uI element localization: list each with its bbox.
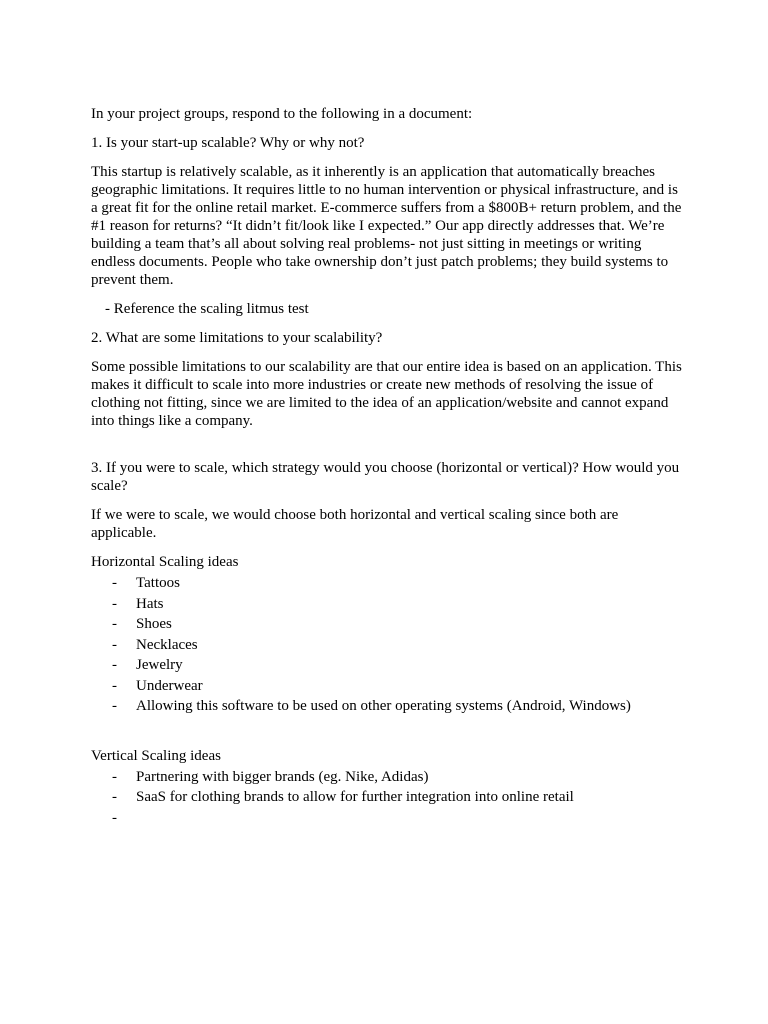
list-dash: - <box>112 575 117 591</box>
list-item <box>91 655 687 676</box>
vertical-scaling-list <box>91 767 687 829</box>
blank-line <box>91 717 687 747</box>
list-item-text: Underwear <box>136 677 203 694</box>
list-item-text: Shoes <box>136 616 172 632</box>
blank-line <box>91 430 687 459</box>
answer-1: This startup is relatively scalable, as it inherently is an application that automatically breaches geographic limitations. It requires little to no human intervention or physical infrastructure, and is a great fit for the online retail market. E-commerce suffers from a $800B+ return problem, and the #1 reason for returns? “It didn’t fit/look like I expected.” Our app directly addresses that. We’re building a team that’s all about solving real problems- not just sitting in meetings or writing endless documents. People who take ownership don’t just patch problems; they build systems to prevent them. <box>91 164 682 288</box>
list-dash: - <box>112 789 117 805</box>
list-item <box>91 635 687 656</box>
horizontal-scaling-list <box>91 573 687 717</box>
list-item-text: Necklaces <box>136 636 198 653</box>
list-item-text: Jewelry <box>136 657 183 673</box>
horizontal-scaling-heading: Horizontal Scaling ideas <box>91 554 239 570</box>
list-item <box>91 787 687 808</box>
list-item-text: SaaS for clothing brands to allow for further integration into online retail <box>136 789 574 805</box>
list-dash: - <box>112 809 117 826</box>
list-item <box>91 696 687 717</box>
list-item <box>91 808 687 829</box>
intro-text: In your project groups, respond to the following in a document: <box>91 106 473 122</box>
list-dash: - <box>112 677 117 694</box>
document-body <box>91 105 687 828</box>
list-item <box>91 767 687 788</box>
list-dash: - <box>112 768 117 785</box>
list-item <box>91 594 687 615</box>
vertical-scaling-heading: Vertical Scaling ideas <box>91 747 221 764</box>
answer-2: Some possible limitations to our scalability are that our entire idea is based on an application. This makes it difficult to scale into more industries or create new methods of resolving the issue of clothing not fitting, since we are limited to the idea of an application/website and cannot expand into things like a company. <box>91 359 682 429</box>
list-dash: - <box>112 595 117 612</box>
list-item <box>91 614 687 635</box>
list-item <box>91 676 687 697</box>
question-3: 3. If you were to scale, which strategy would you choose (horizontal or vertical)? How would you scale? <box>91 460 680 494</box>
question-2: 2. What are some limitations to your scalability? <box>91 330 383 346</box>
list-item-text: Hats <box>136 595 164 612</box>
reference-note: - Reference the scaling litmus test <box>105 301 309 317</box>
list-dash: - <box>112 657 117 673</box>
list-item-text: Allowing this software to be used on other operating systems (Android, Windows) <box>136 698 631 714</box>
list-item <box>91 573 687 594</box>
question-1: 1. Is your start-up scalable? Why or why not? <box>91 135 365 151</box>
list-dash: - <box>112 616 117 632</box>
list-dash: - <box>112 698 117 714</box>
list-item-text: Tattoos <box>136 575 180 591</box>
list-item-text: Partnering with bigger brands (eg. Nike, Adidas) <box>136 768 429 785</box>
answer-3: If we were to scale, we would choose both horizontal and vertical scaling since both are applicable. <box>91 507 619 541</box>
list-dash: - <box>112 636 117 653</box>
